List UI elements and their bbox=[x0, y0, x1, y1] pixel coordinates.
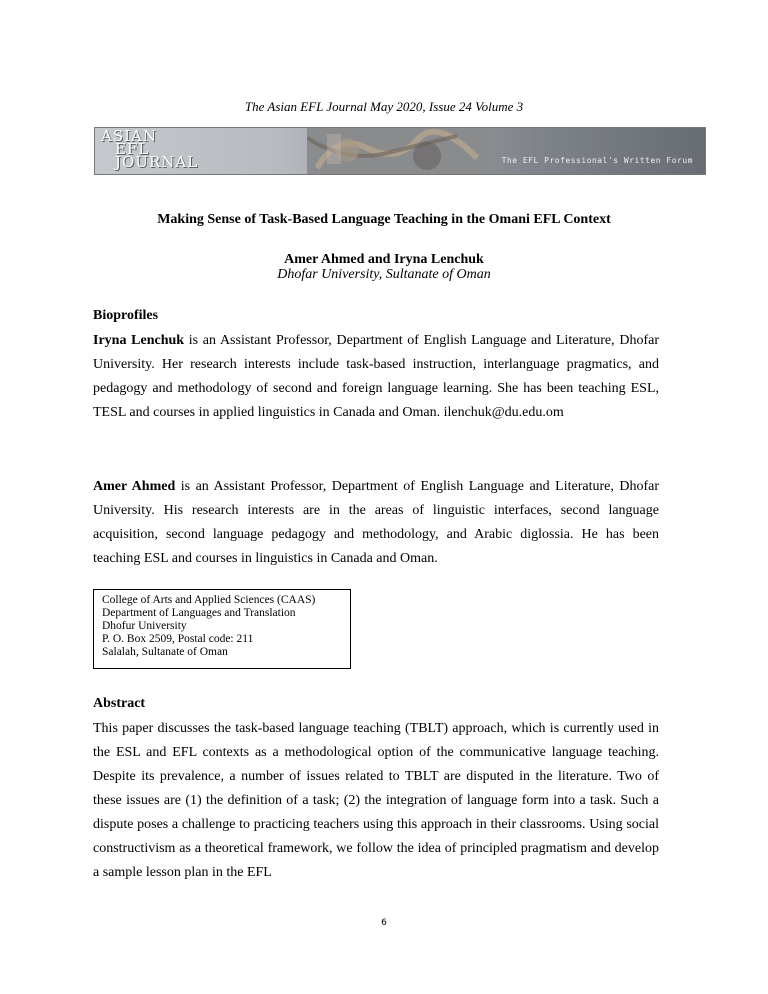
abstract-text: This paper discusses the task-based language teaching (TBLT) approach, which is currently used in the ESL and EFL contexts as a methodological option of the communicative language teaching. Despite its prevalence, a number of issues related to TBLT are disputed in the literature. Two of these issues are (1) the definition of a task; (2) the integration of language form into a task. Such a dispute poses a challenge to practicing teachers using this approach in their classrooms. Using social constructivism as a theoretical framework, we follow the idea of principled pragmatism and develop a sample lesson plan in the EFL bbox=[93, 721, 659, 880]
bio-ahmed-text: is an Assistant Professor, Department of English Language and Literature, Dhofar University. His research interests are in the areas of linguistic interfaces, second language acquisition, second language pedagogy and methodology, and Arabic diglossia. He has been teaching ESL and courses in linguistics in Canada and Oman. bbox=[93, 479, 659, 566]
bio-lenchuk bbox=[93, 329, 659, 425]
logo-line-asian: ASIAN bbox=[101, 127, 157, 145]
article-title: Making Sense of Task-Based Language Teaching in the Omani EFL Context bbox=[157, 212, 611, 227]
address-line: Salalah, Sultanate of Oman bbox=[102, 646, 228, 658]
logo-line-journal: JOURNAL bbox=[115, 153, 199, 171]
bio-ahmed-name: Amer Ahmed bbox=[93, 479, 176, 494]
journal-header: The Asian EFL Journal May 2020, Issue 24 Volume 3 bbox=[244, 99, 524, 114]
banner-map-image bbox=[307, 128, 487, 174]
journal-banner bbox=[94, 127, 706, 175]
banner-tagline: The EFL Professional's Written Forum bbox=[501, 156, 693, 165]
bio-lenchuk-text: is an Assistant Professor, Department of English Language and Literature, Dhofar University. Her research interests include task-based instruction, interlanguage pragmatics, and pedagogy and methodology of second and foreign language learning. She has been teaching ESL, TESL and courses in applied linguistics in Canada and Oman. ilenchuk@du.edu.om bbox=[93, 333, 659, 420]
address-box bbox=[93, 589, 351, 669]
bio-ahmed bbox=[93, 475, 659, 571]
address-line: P. O. Box 2509, Postal code: 211 bbox=[102, 633, 254, 645]
logo-line-efl: EFL bbox=[115, 140, 150, 158]
address-line: Department of Languages and Translation bbox=[102, 607, 296, 619]
abstract-heading: Abstract bbox=[93, 696, 146, 711]
page-number: 6 bbox=[381, 918, 387, 928]
bio-lenchuk-name: Iryna Lenchuk bbox=[93, 333, 185, 348]
journal-logo bbox=[101, 127, 199, 171]
article-authors: Amer Ahmed and Iryna Lenchuk bbox=[284, 252, 484, 267]
address-line: College of Arts and Applied Sciences (CAAS) bbox=[102, 594, 316, 606]
address-line: Dhofur University bbox=[102, 620, 187, 632]
bioprofiles-heading: Bioprofiles bbox=[93, 308, 159, 323]
article-affiliation: Dhofar University, Sultanate of Oman bbox=[277, 267, 491, 282]
